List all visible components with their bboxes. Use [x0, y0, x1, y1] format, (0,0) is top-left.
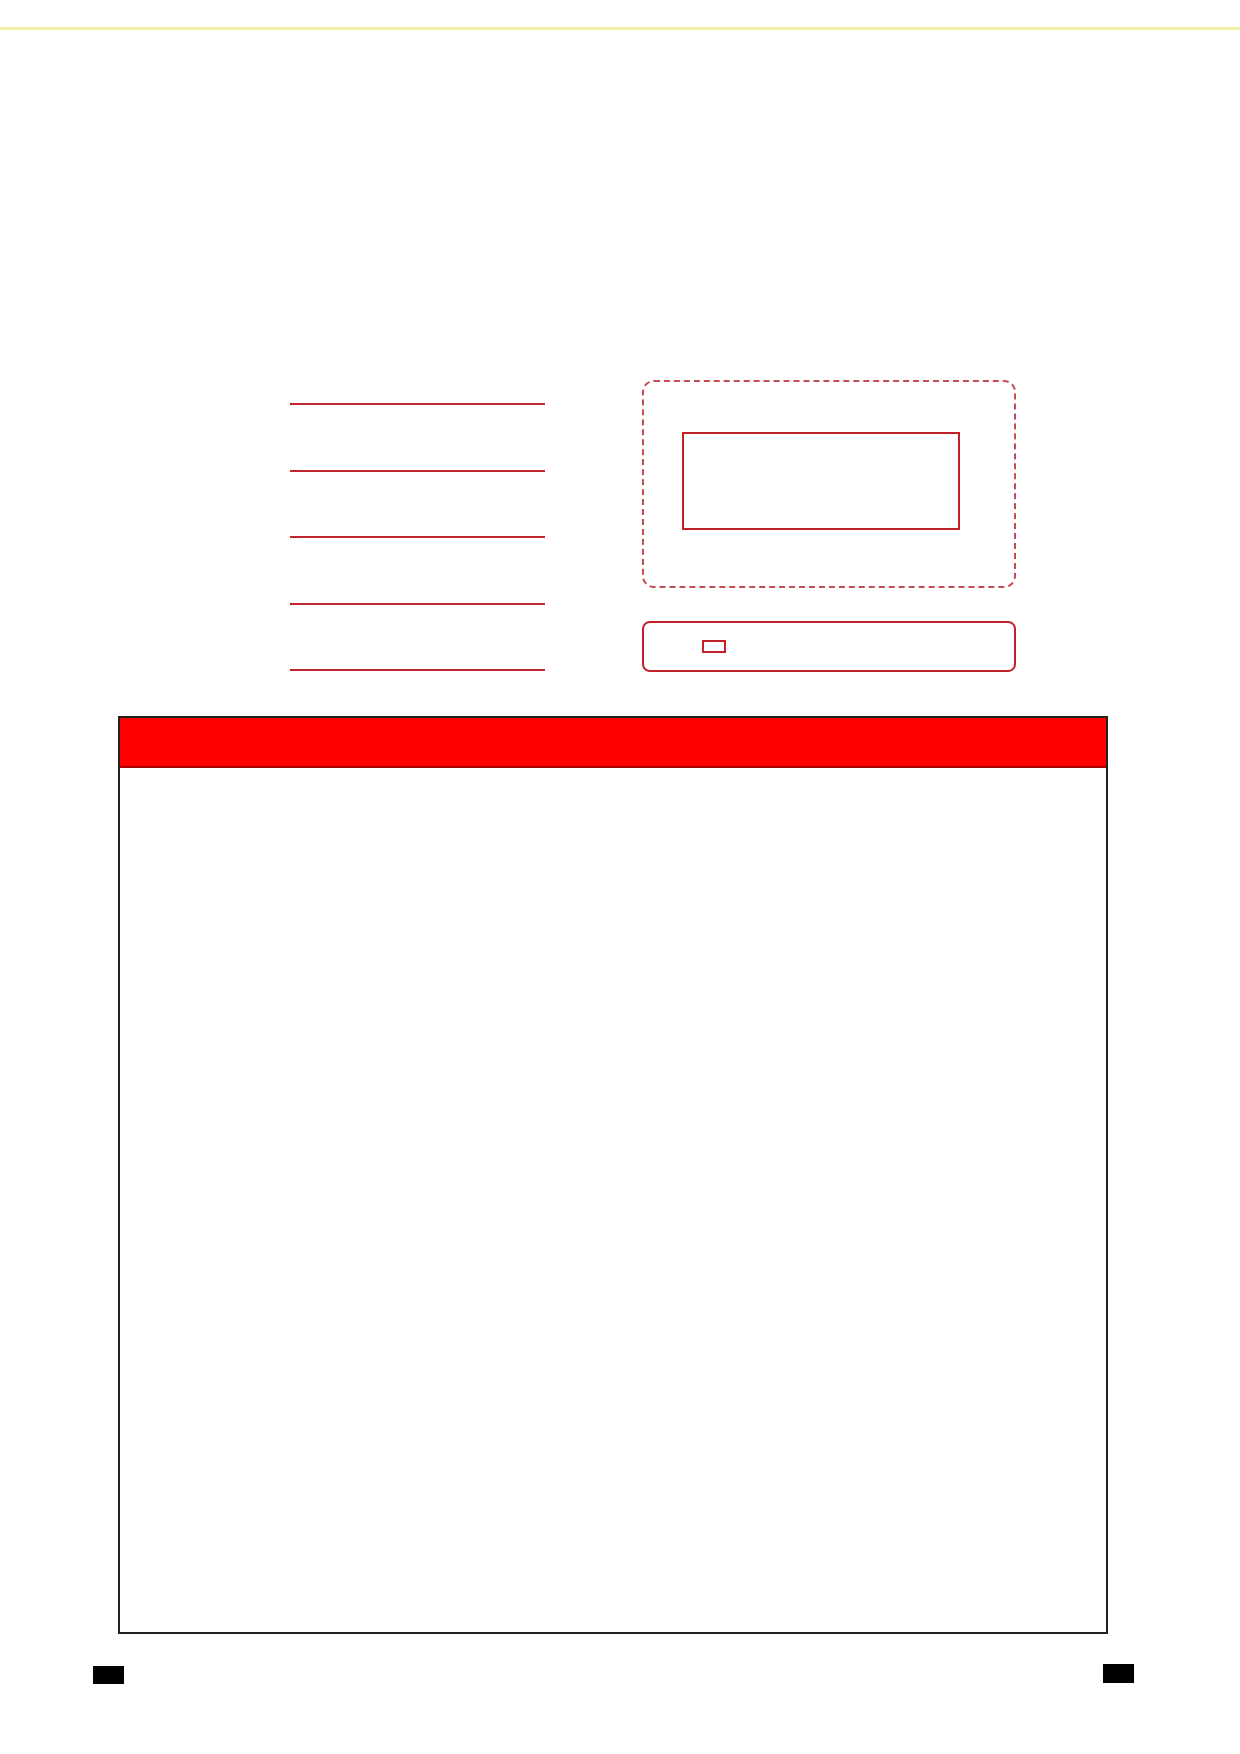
- corner-mark-bottom-right: [1103, 1664, 1134, 1683]
- answer-header-bar: [120, 718, 1106, 768]
- corner-mark-bottom-left: [93, 1666, 124, 1684]
- absent-checkbox[interactable]: [702, 640, 726, 653]
- barcode-area: [642, 380, 1016, 588]
- name-field[interactable]: [290, 536, 545, 538]
- scan-edge-line: [0, 27, 1240, 30]
- school-field[interactable]: [290, 403, 545, 405]
- seat-field[interactable]: [290, 669, 545, 671]
- barcode-sticker-box: [682, 432, 960, 530]
- answer-area: [118, 716, 1108, 1634]
- absent-mark-panel: [642, 621, 1016, 672]
- exam-room-field[interactable]: [290, 603, 545, 605]
- class-field[interactable]: [290, 470, 545, 472]
